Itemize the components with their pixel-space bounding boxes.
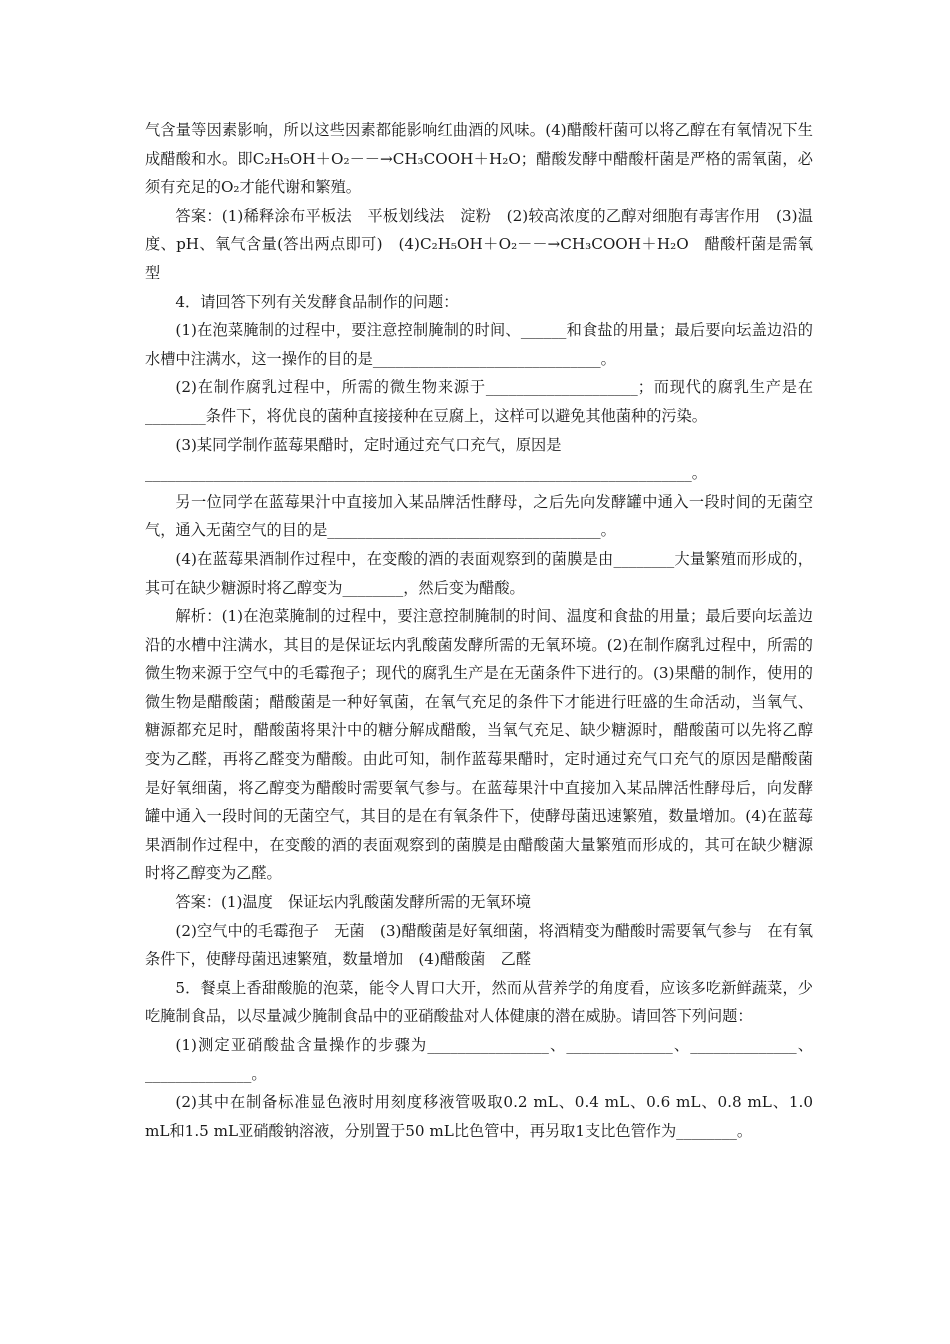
analysis-continuation: 气含量等因素影响，所以这些因素都能影响红曲酒的风味。(4)醋酸杆菌可以将乙醇在有氧情况下生成醋酸和水。即C₂H₅OH＋O₂－－→CH₃COOH＋H₂O；醋酸发酵中醋酸杆菌是严格的需氧菌，必须有充足的O₂才能代谢和繁殖。 [145, 121, 813, 197]
question-4-part-1: (1)在泡菜腌制的过程中，要注意控制腌制的时间、______和食盐的用量；最后要向坛盖边沿的水槽中注满水，这一操作的目的是______________________________。 [145, 321, 813, 368]
answer-q3: 答案：(1)稀释涂布平板法 平板划线法 淀粉 (2)较高浓度的乙醇对细胞有毒害作用 (3)温度、pH、氧气含量(答出两点即可) (4)C₂H₅OH＋O₂－－→CH₃COOH＋H₂O 醋酸杆菌是需氧型 [145, 206, 813, 282]
question-4-part-4: (4)在蓝莓果酒制作过程中，在变酸的酒的表面观察到的菌膜是由________大量繁殖而形成的，其可在缺少糖源时将乙醇变为________，然后变为醋酸。 [145, 549, 813, 597]
question-4-part-3: (3)某同学制作蓝莓果醋时，定时通过充气口充气，原因是 [175, 435, 562, 454]
answer-q4-line-1: 答案：(1)温度 保证坛内乳酸菌发酵所需的无氧环境 [175, 893, 532, 912]
question-4-stem: 4．请回答下列有关发酵食品制作的问题： [175, 292, 459, 311]
answer-q4-line-2: (2)空气中的毛霉孢子 无菌 (3)醋酸菌是好氧细菌，将酒精变为醋酸时需要氧气参与 在有氧条件下，使酵母菌迅速繁殖，数量增加 (4)醋酸菌 乙醛 [145, 921, 813, 969]
document-page [145, 116, 813, 1145]
question-5-part-1: (1)测定亚硝酸盐含量操作的步骤为________________、______________、______________、______________。 [145, 1036, 813, 1083]
question-4-part-3-continued: 另一位同学在蓝莓果汁中直接加入某品牌活性酵母，之后先向发酵罐中通入一段时间的无菌空气，通入无菌空气的目的是____________________________________。 [145, 492, 813, 540]
question-5-stem: 5．餐桌上香甜酸脆的泡菜，能令人胃口大开，然而从营养学的角度看，应该多吃新鲜蔬菜，少吃腌制食品，以尽量减少腌制食品中的亚硝酸盐对人体健康的潜在威胁。请回答下列问题： [145, 978, 813, 1026]
answer-blank-line: ________________________________________________________________________。 [145, 464, 707, 483]
analysis-q4: 解析：(1)在泡菜腌制的过程中，要注意控制腌制的时间、温度和食盐的用量；最后要向坛盖边沿的水槽中注满水，其目的是保证坛内乳酸菌发酵所需的无氧环境。(2)在制作腐乳过程中，所需的微生物来源于空气中的毛霉孢子；现代的腐乳生产是在无菌条件下进行的。(3)果醋的制作，使用的微生物是醋酸菌；醋酸菌是一种好氧菌，在氧气充足的条件下才能进行旺盛的生命活动，当氧气、糖源都充足时，醋酸菌将果汁中的糖分解成醋酸，当氧气充足、缺少糖源时，醋酸菌可以先将乙醇变为乙醛，再将乙醛变为醋酸。由此可知，制作蓝莓果醋时，定时通过充气口充气的原因是醋酸菌是好氧细菌，将乙醇变为醋酸时需要氧气参与。在蓝莓果汁中直接加入某品牌活性酵母后，向发酵罐中通入一段时间的无菌空气，其目的是在有氧条件下，使酵母菌迅速繁殖，数量增加。(4)在蓝莓果酒制作过程中，在变酸的酒的表面观察到的菌膜是由醋酸菌大量繁殖而形成的，其可在缺少糖源时将乙醇变为乙醛。 [145, 607, 813, 883]
question-5-part-2: (2)其中在制备标准显色液时用刻度移液管吸取0.2 mL、0.4 mL、0.6 mL、0.8 mL、1.0 mL和1.5 mL亚硝酸钠溶液，分别置于50 mL比色管中，再另取1支比色管作为________。 [145, 1093, 813, 1140]
question-4-part-2: (2)在制作腐乳过程中，所需的微生物来源于____________________；而现代的腐乳生产是在________条件下，将优良的菌种直接接种在豆腐上，这样可以避免其他菌种的污染。 [145, 378, 813, 425]
